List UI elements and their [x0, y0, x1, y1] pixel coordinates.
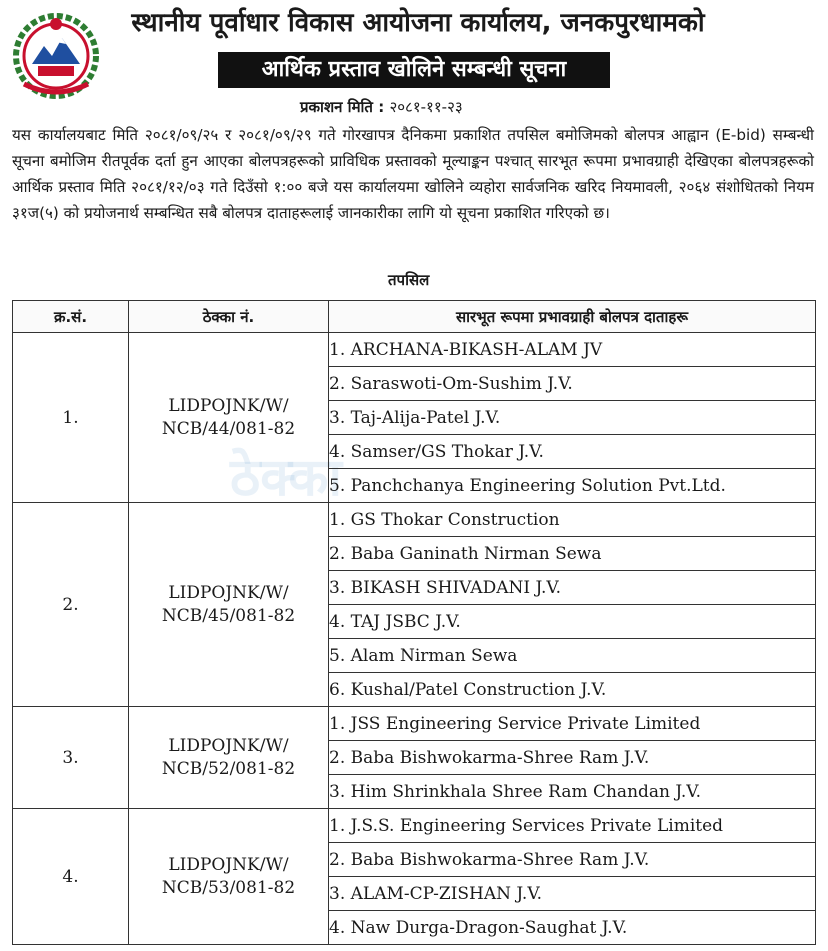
contract-number	[129, 503, 329, 707]
contract-number-line2: NCB/52/081-82	[161, 758, 296, 779]
bidder-name: 6. Kushal/Patel Construction J.V.	[329, 673, 816, 707]
government-emblem-icon	[10, 8, 102, 100]
contract-number	[129, 707, 329, 809]
bidder-name: 2. Saraswoti-Om-Sushim J.V.	[329, 367, 816, 401]
contract-number	[129, 809, 329, 945]
serial-number: 2.	[13, 503, 129, 707]
contract-number-line2: NCB/45/081-82	[161, 605, 296, 626]
publication-date-label: प्रकाशन मिति :	[300, 98, 385, 116]
bidder-name: 2. Baba Ganinath Nirman Sewa	[329, 537, 816, 571]
bidder-name: 3. ALAM-CP-ZISHAN J.V.	[329, 877, 816, 911]
serial-number: 3.	[13, 707, 129, 809]
bidder-name: 3. Taj-Alija-Patel J.V.	[329, 401, 816, 435]
bidder-name: 1. GS Thokar Construction	[329, 503, 816, 537]
serial-number: 4.	[13, 809, 129, 945]
table-row	[13, 707, 816, 741]
publication-date-value: २०८१-११-२३	[389, 98, 463, 116]
contract-number-line1: LIDPOJNK/W/	[168, 395, 289, 416]
serial-number: 1.	[13, 333, 129, 503]
bidder-name: 2. Baba Bishwokarma-Shree Ram J.V.	[329, 843, 816, 877]
contract-number-line1: LIDPOJNK/W/	[168, 854, 289, 875]
bidder-name: 5. Panchchanya Engineering Solution Pvt.Ltd.	[329, 469, 816, 503]
contract-number	[129, 333, 329, 503]
bidders-table	[12, 300, 816, 945]
bidder-name: 1. J.S.S. Engineering Services Private Limited	[329, 809, 816, 843]
header-contract-no: ठेक्का नं.	[129, 301, 329, 333]
table-row	[13, 503, 816, 537]
notice-paragraph: यस कार्यालयबाट मिति २०८१/०९/२५ र २०८१/०९/२९ गते गोरखापत्र दैनिकमा प्रकाशित तपसिल बमोजिमको बोलपत्र आह्वान (E-bid) सम्बन्धी सूचना बमोजिम रीतपूर्वक दर्ता हुन आएका बोलपत्रहरूको प्राविधिक प्रस्तावको मूल्याङ्कन पश्चात् सारभूत रूपमा प्रभावग्राही देखिएका बोलपत्रहरूको आर्थिक प्रस्ताव मिति २०८१/१२/०३ गते दिउँसो १:०० बजे यस कार्यालयमा खोलिने व्यहोरा सार्वजनिक खरिद नियमावली, २०६४ संशोधितको नियम ३१ज(५) को प्रयोजनार्थ सम्बन्धित सबै बोलपत्र दाताहरूलाई जानकारीका लागि यो सूचना प्रकाशित गरिएको छ।	[12, 126, 814, 222]
details-label: तपसिल	[388, 271, 430, 289]
contract-number-line1: LIDPOJNK/W/	[168, 582, 289, 603]
notice-title: आर्थिक प्रस्ताव खोलिने सम्बन्धी सूचना	[218, 52, 610, 88]
table-row	[13, 809, 816, 843]
publication-date	[300, 96, 463, 118]
bidder-name: 3. Him Shrinkhala Shree Ram Chandan J.V.	[329, 775, 816, 809]
contract-number-line2: NCB/44/081-82	[161, 418, 296, 439]
bidder-name: 1. ARCHANA-BIKASH-ALAM JV	[329, 333, 816, 367]
header-bidders: सारभूत रूपमा प्रभावग्राही बोलपत्र दाताहरू	[329, 301, 816, 333]
bidder-name: 2. Baba Bishwokarma-Shree Ram J.V.	[329, 741, 816, 775]
bidder-name: 5. Alam Nirman Sewa	[329, 639, 816, 673]
table-header-row	[13, 301, 816, 333]
contract-number-line1: LIDPOJNK/W/	[168, 735, 289, 756]
bidder-name: 4. Naw Durga-Dragon-Saughat J.V.	[329, 911, 816, 945]
watermark-text: ठेक्का	[230, 448, 342, 508]
office-title: स्थानीय पूर्वाधार विकास आयोजना कार्यालय, जनकपुरधामको	[131, 8, 705, 38]
header-sn: क्र.सं.	[13, 301, 129, 333]
bidder-name: 1. JSS Engineering Service Private Limited	[329, 707, 816, 741]
bidder-name: 4. Samser/GS Thokar J.V.	[329, 435, 816, 469]
bidder-name: 4. TAJ JSBC J.V.	[329, 605, 816, 639]
contract-number-line2: NCB/53/081-82	[161, 877, 296, 898]
table-row	[13, 333, 816, 367]
bidder-name: 3. BIKASH SHIVADANI J.V.	[329, 571, 816, 605]
